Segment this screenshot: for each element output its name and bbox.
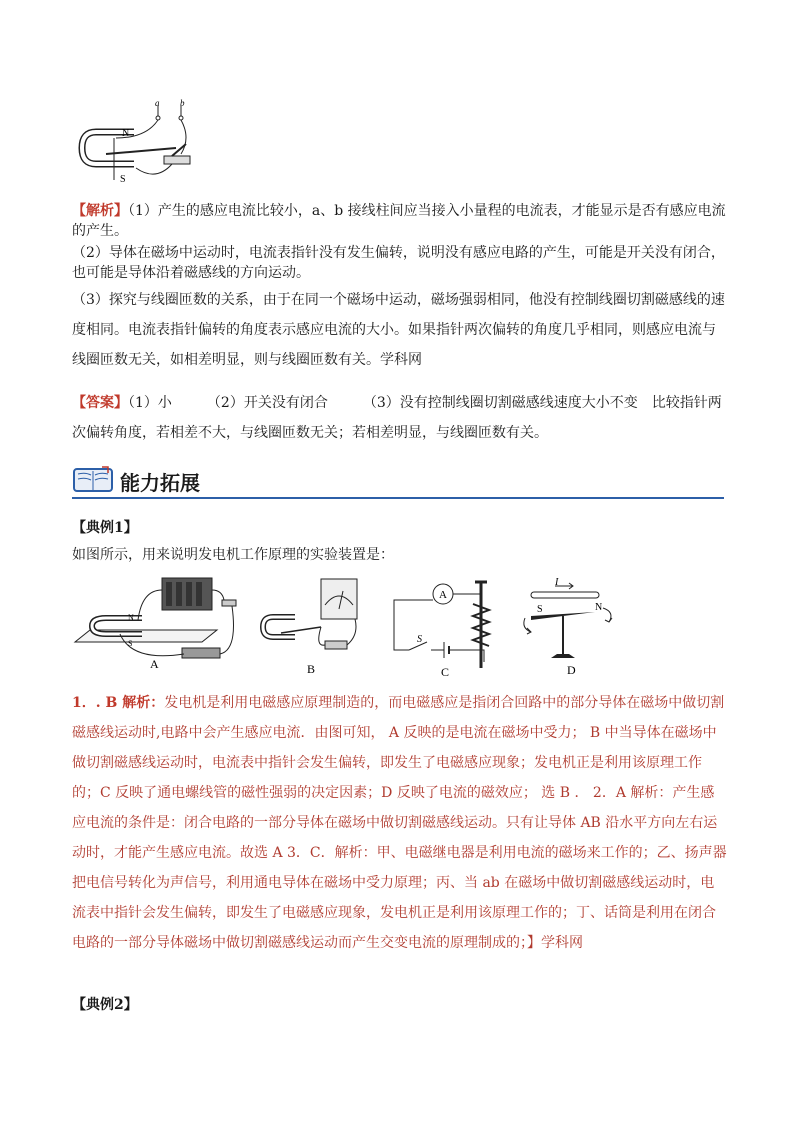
example1-label: 【典例1】: [72, 520, 138, 536]
answer-block: [72, 388, 728, 448]
analysis-label: 【解析】: [72, 203, 128, 219]
book-icon: [72, 465, 114, 495]
fig-a-s: S: [128, 639, 133, 648]
label-a: a: [155, 98, 160, 108]
option-b: B: [307, 662, 316, 675]
option-d: D: [567, 663, 576, 677]
ammeter-label: A: [439, 589, 447, 601]
analysis-p1: [72, 201, 728, 241]
example2-label: 【典例2】: [72, 997, 138, 1013]
fig-d-s: S: [537, 604, 543, 615]
fig-d-n: N: [595, 602, 603, 613]
current-label: I: [555, 578, 559, 588]
figure-a: [72, 570, 242, 670]
figure-b: [255, 575, 375, 675]
figure-c: [389, 580, 509, 682]
solution-lead: 1．. B 解析：: [72, 695, 165, 711]
option-c: C: [441, 665, 450, 679]
label-n: N: [122, 128, 130, 139]
analysis-p1-text: （1）产生的感应电流比较小，a、b 接线柱间应当接入小量程的电流表，才能显示是否有感应电流的产生。: [72, 203, 726, 239]
solution-text: 发电机是利用电磁感应原理制造的，而电磁感应是指闭合回路中的部分导体在磁场中做切割磁感线运动时,电路中会产生感应电流．由图可知， A 反映的是电流在磁场中受力； B 中当导体在磁场中做切割磁感线运动时，电流表中指针会发生偏转，即发生了电磁感应现象；发电机正是利用该原理工作的；C 反映了通电螺线管的磁性强弱的决定因素；D 反映了电流的磁效应； 选 B ． 2．A 解析：产生感应电流的条件是：闭合电路的一部分导体在磁场中做切割磁感线运动。只有让导体 AB 沿水平方向左右运动时，才能产生感应电流。故选 A 3．C．解析：甲、电磁继电器是利用电流的磁场来工作的；乙、扬声器把电信号转化为声信号，利用通电导体在磁场中受力原理；丙、当 ab 在磁场中做切割磁感线运动时，电流表中指针会发生偏转，即发生了电磁感应现象，发电机正是利用该原理工作的；丁、话筒是利用在闭合电路的一部分导体磁场中做切割磁感线运动而产生交变电流的原理制成的；】学科网: [72, 695, 727, 951]
analysis-p2: （2）导体在磁场中运动时，电流表指针没有发生偏转，说明没有感应电路的产生，可能是开关没有闭合，也可能是导体沿着磁感线的方向运动。: [72, 245, 725, 281]
answer-text: （1）小 （2）开关没有闭合 （3）没有控制线圈切割磁感线速度大小不变 比较指针两次偏转角度，若相差不大，与线圈匝数无关；若相差明显，与线圈匝数有关。: [72, 395, 722, 441]
fig-a-n: N: [128, 613, 134, 622]
example1-question: 如图所示，用来说明发电机工作原理的实验装置是：: [72, 547, 394, 563]
analysis-p3: （3）探究与线圈匝数的关系，由于在同一个磁场中运动，磁场强弱相同，他没有控制线圈切割磁感线的速度相同。电流表指针偏转的角度表示感应电流的大小。如果指针两次偏转的角度几乎相同，则感应电流与线圈匝数无关，如相差明显，则与线圈匝数有关。学科网: [72, 292, 725, 368]
section-title: 能力拓展: [120, 471, 200, 495]
switch-label: S: [417, 634, 422, 645]
figure-d: [515, 578, 635, 680]
magnet-circuit-figure: [76, 98, 202, 192]
answer-label: 【答案】: [72, 395, 128, 411]
section-rule: [72, 497, 724, 499]
option-a: A: [150, 657, 159, 670]
solution-block: [72, 688, 728, 958]
label-s: S: [120, 174, 126, 185]
label-b: b: [180, 98, 185, 108]
